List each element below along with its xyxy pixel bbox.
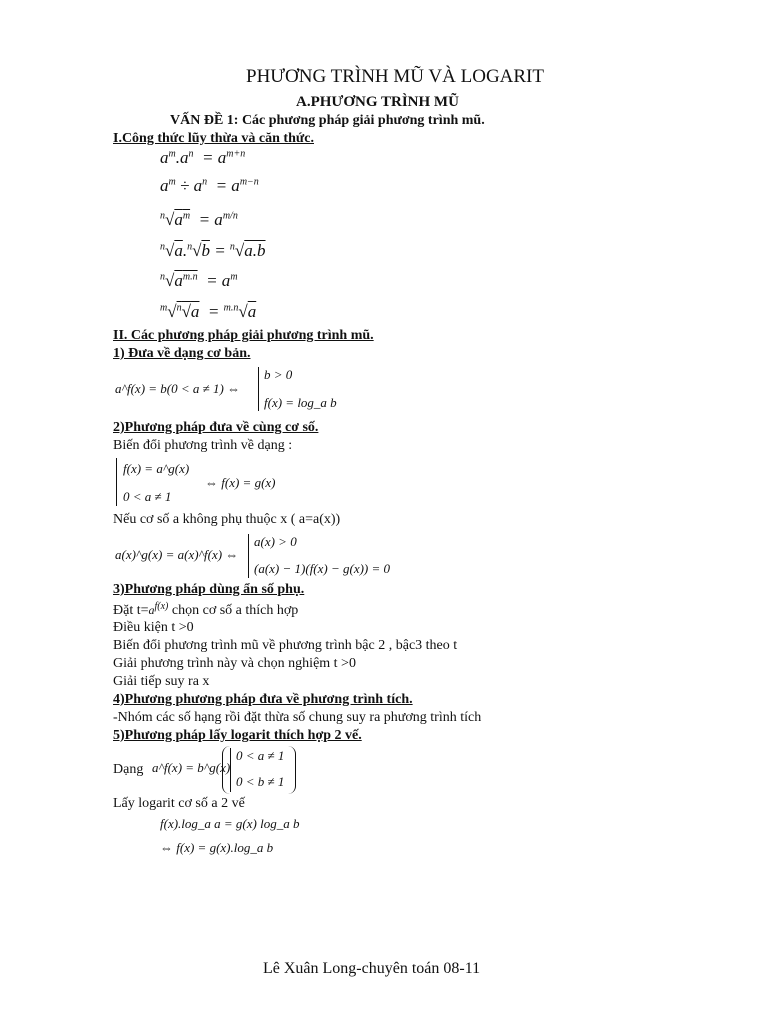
method2-line1: f(x) = a^g(x) bbox=[123, 461, 190, 476]
method4-line1: -Nhóm các số hạng rồi đặt thừa số chung suy ra phương trình tích bbox=[113, 710, 482, 725]
formula-root-power: $^n√a^m = a^{m/n}$ bbox=[160, 210, 238, 229]
method5-line1: Lấy logarit cơ số a 2 vế bbox=[113, 796, 245, 811]
method3-line5: Giải tiếp suy ra x bbox=[113, 674, 210, 689]
method3-line1 bbox=[113, 601, 298, 619]
formula-power-product: $a^m.a^n = a^{m+n}$ bbox=[160, 148, 246, 167]
method5-eq1: f(x).log_a a = g(x) log_a b bbox=[160, 816, 300, 831]
method5-heading: 5)Phương pháp lấy logarit thích hợp 2 vế. bbox=[113, 728, 362, 743]
method2-heading: 2)Phương pháp đưa về cùng cơ số. bbox=[113, 420, 319, 435]
method2-intro: Biến đổi phương trình về dạng : bbox=[113, 438, 293, 453]
method3-heading: 3)Phương pháp dùng ẩn số phụ. bbox=[113, 582, 305, 597]
method2-result: ⇔ f(x) = g(x) bbox=[205, 475, 276, 490]
part1-heading: I.Công thức lũy thừa và căn thức. bbox=[113, 131, 314, 146]
method5-dang-label: Dạng bbox=[113, 762, 144, 777]
method3-af-expression: $a^{f(x)}$ bbox=[148, 601, 169, 617]
method5-dang-eq: a^f(x) = b^g(x) bbox=[152, 760, 231, 775]
method2-eq2: a(x)^g(x) = a(x)^f(x) ⇔ bbox=[115, 547, 239, 562]
method2-cond1: a(x) > 0 bbox=[254, 534, 297, 549]
formula-root-mn: $^n√a^{m.n} = a^m$ bbox=[160, 271, 238, 290]
section-heading: A.PHƯƠNG TRÌNH MŨ bbox=[296, 94, 459, 110]
method2-eq2-brace bbox=[248, 534, 249, 578]
method2-system-brace bbox=[116, 458, 117, 506]
method1-brace bbox=[258, 367, 259, 411]
topic-heading: VẤN ĐỀ 1: Các phương pháp giải phương trình mũ. bbox=[170, 113, 485, 128]
footer-author: Lê Xuân Long-chuyên toán 08-11 bbox=[263, 960, 481, 977]
method3-line4: Giải phương trình này và chọn nghiệm t >0 bbox=[113, 656, 356, 671]
method2-note: Nếu cơ số a không phụ thuộc x ( a=a(x)) bbox=[113, 512, 341, 527]
page-title: PHƯƠNG TRÌNH MŨ VÀ LOGARIT bbox=[246, 66, 544, 87]
method3-line3: Biến đổi phương trình mũ về phương trình bậc 2 , bậc3 theo t bbox=[113, 638, 458, 653]
method5-eq2: ⇔ f(x) = g(x).log_a b bbox=[160, 840, 274, 855]
part2-heading: II. Các phương pháp giải phương trình mũ. bbox=[113, 328, 374, 343]
method3-line1-prefix: Đặt t= bbox=[113, 603, 149, 618]
method1-cond2: f(x) = log_a b bbox=[264, 395, 337, 410]
method1-heading: 1) Đưa về dạng cơ bản. bbox=[113, 346, 251, 361]
method3-line2: Điều kiện t >0 bbox=[113, 620, 194, 635]
method5-brace bbox=[230, 748, 231, 792]
method5-cond1: 0 < a ≠ 1 bbox=[236, 748, 285, 763]
method4-heading: 4)Phương phương pháp đưa về phương trình tích. bbox=[113, 692, 413, 707]
method3-line1-suffix: chọn cơ số a thích hợp bbox=[168, 603, 299, 618]
method1-equation: a^f(x) = b(0 < a ≠ 1) ⇔ bbox=[115, 381, 241, 396]
method5-cond2: 0 < b ≠ 1 bbox=[236, 774, 285, 789]
formula-root-product: $^n$√a.$^n$√b = $^n$√a.b bbox=[160, 241, 266, 260]
method2-line2: 0 < a ≠ 1 bbox=[123, 489, 172, 504]
method2-cond2: (a(x) − 1)(f(x) − g(x)) = 0 bbox=[254, 561, 391, 576]
method1-cond1: b > 0 bbox=[264, 367, 293, 382]
formula-nested-root: $^m$√$^n$√a = $^{m.n}$√a bbox=[160, 302, 257, 321]
formula-power-quotient: $a^m \div a^n = a^{m-n}$ bbox=[160, 176, 259, 195]
